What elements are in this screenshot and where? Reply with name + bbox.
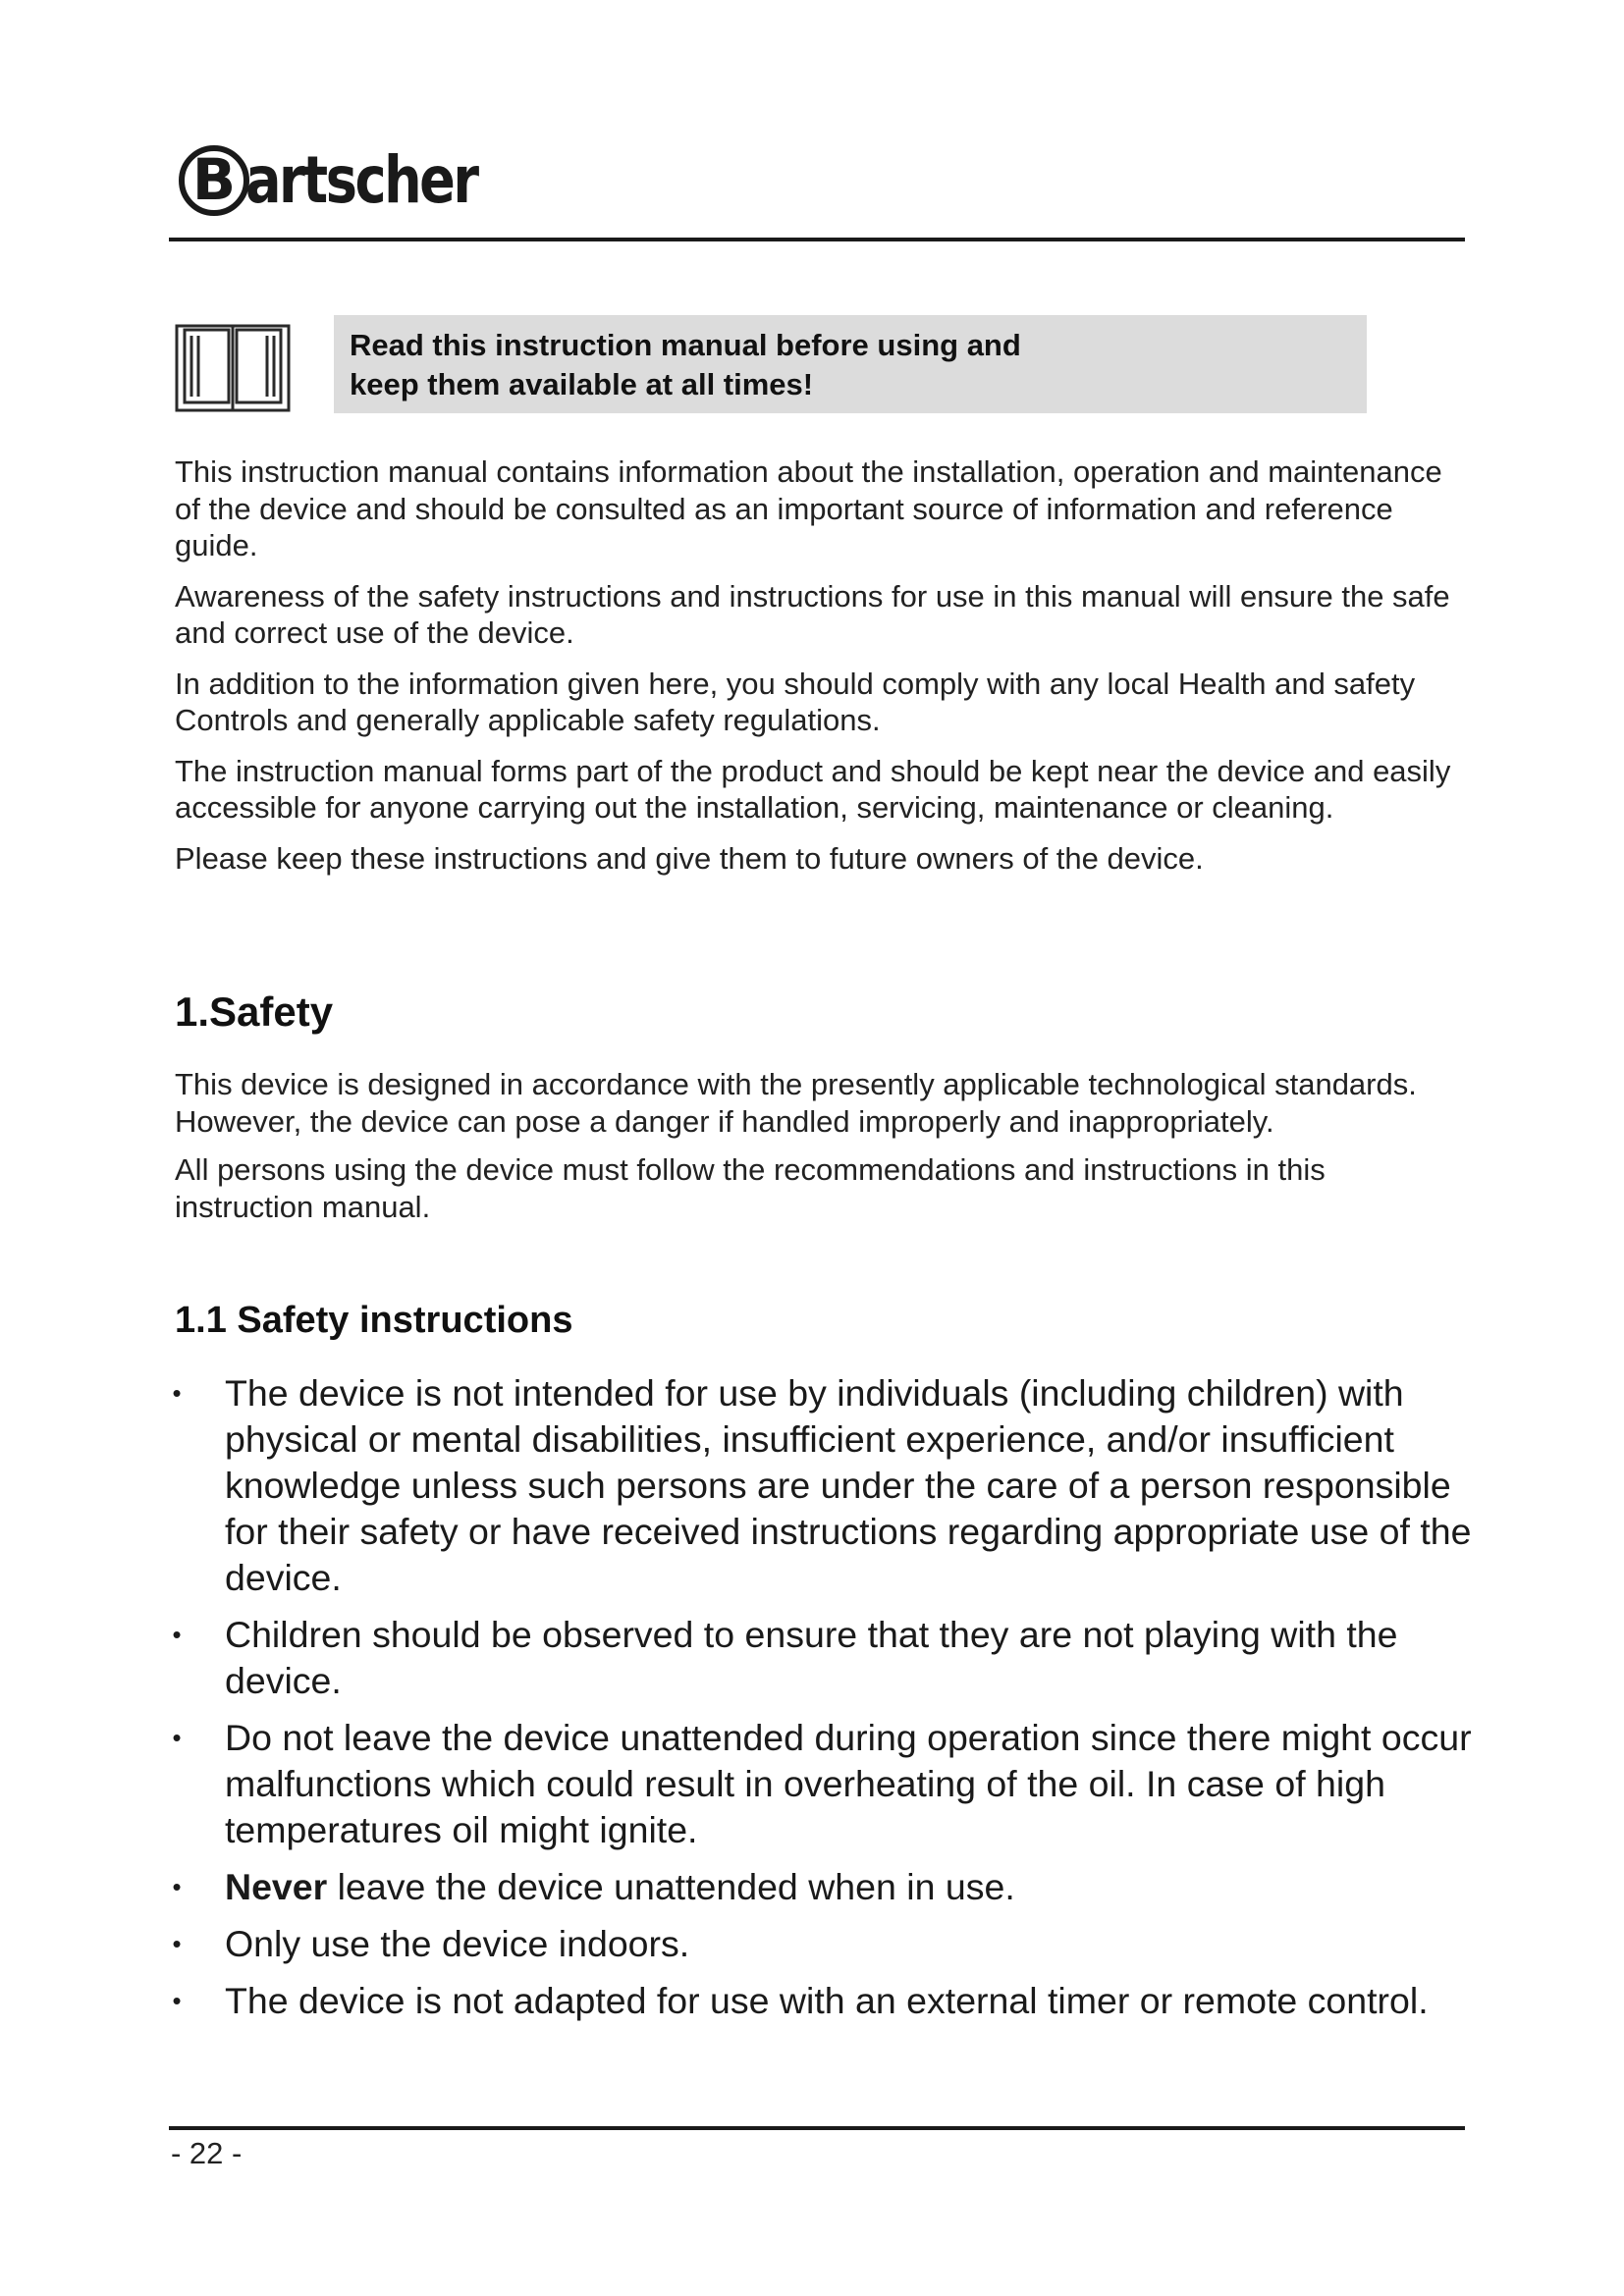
intro-paragraph: The instruction manual forms part of the product and should be kept near the device and easily accessible for anyone carrying out the installation, servicing, maintenance or cleaning. [175, 753, 1451, 825]
bullet-icon: • [172, 1986, 182, 2015]
safety-paragraph: This device is designed in accordance with the presently applicable technological standards. However, the device can pose a danger if handled improperly and inappropriately. [175, 1067, 1417, 1139]
list-item-text: Children should be observed to ensure that they are not playing with the device. [225, 1614, 1398, 1701]
section-heading-safety-instructions: 1.1 Safety instructions [175, 1300, 573, 1341]
list-item-text: Do not leave the device unattended during operation since there might occur malfunctions which could result in overheating of the oil. In case of high temperatures oil might ignite. [225, 1717, 1472, 1850]
list-item-text: The device is not adapted for use with an external timer or remote control. [225, 1980, 1429, 2021]
header-divider [169, 238, 1465, 241]
safety-paragraph: All persons using the device must follow the recommendations and instructions in this instruction manual. [175, 1152, 1326, 1224]
notice-line-1: Read this instruction manual before using and [350, 328, 1021, 362]
footer-divider [169, 2126, 1465, 2130]
safety-section [175, 1066, 1471, 1237]
list-item-emphasis: Never [225, 1866, 328, 1907]
list-item-text: leave the device unattended when in use. [327, 1866, 1015, 1907]
logo-initial: B [191, 146, 237, 213]
list-item [169, 1978, 1475, 2024]
intro-section [175, 454, 1471, 890]
bullet-icon: • [172, 1872, 182, 1901]
safety-instructions-list [169, 1370, 1475, 2035]
list-item [169, 1370, 1475, 1601]
section-heading-safety: 1.Safety [175, 988, 334, 1035]
list-item [169, 1612, 1475, 1704]
intro-paragraph: Please keep these instructions and give them to future owners of the device. [175, 840, 1204, 876]
bullet-icon: • [172, 1378, 182, 1408]
list-item [169, 1715, 1475, 1853]
list-item-text: The device is not intended for use by individuals (including children) with physical or mental disabilities, insufficient experience, and/or insufficient knowledge unless such persons are under the care of a person responsible for their safety or have received instructions regarding appropriate use of the device. [225, 1372, 1472, 1598]
notice-line-2: keep them available at all times! [350, 367, 814, 401]
brand-logo [179, 135, 527, 226]
list-item-text: Only use the device indoors. [225, 1923, 690, 1964]
open-book-icon [175, 316, 291, 414]
bullet-icon: • [172, 1723, 182, 1752]
page-number: - 22 - [171, 2136, 243, 2170]
bullet-icon: • [172, 1620, 182, 1649]
notice-box [334, 315, 1367, 413]
intro-paragraph: Awareness of the safety instructions and instructions for use in this manual will ensure the safe and correct use of the device. [175, 578, 1450, 650]
list-item [169, 1921, 1475, 1967]
logo-wordmark: artscher [245, 142, 477, 218]
list-item [169, 1864, 1475, 1910]
bullet-icon: • [172, 1929, 182, 1958]
intro-paragraph: This instruction manual contains information about the installation, operation and maintenance of the device and should be consulted as an important source of information and reference guide. [175, 454, 1442, 562]
intro-paragraph: In addition to the information given here, you should comply with any local Health and safety Controls and generally applicable safety regulations. [175, 666, 1416, 737]
logo-b-circle [179, 145, 249, 216]
